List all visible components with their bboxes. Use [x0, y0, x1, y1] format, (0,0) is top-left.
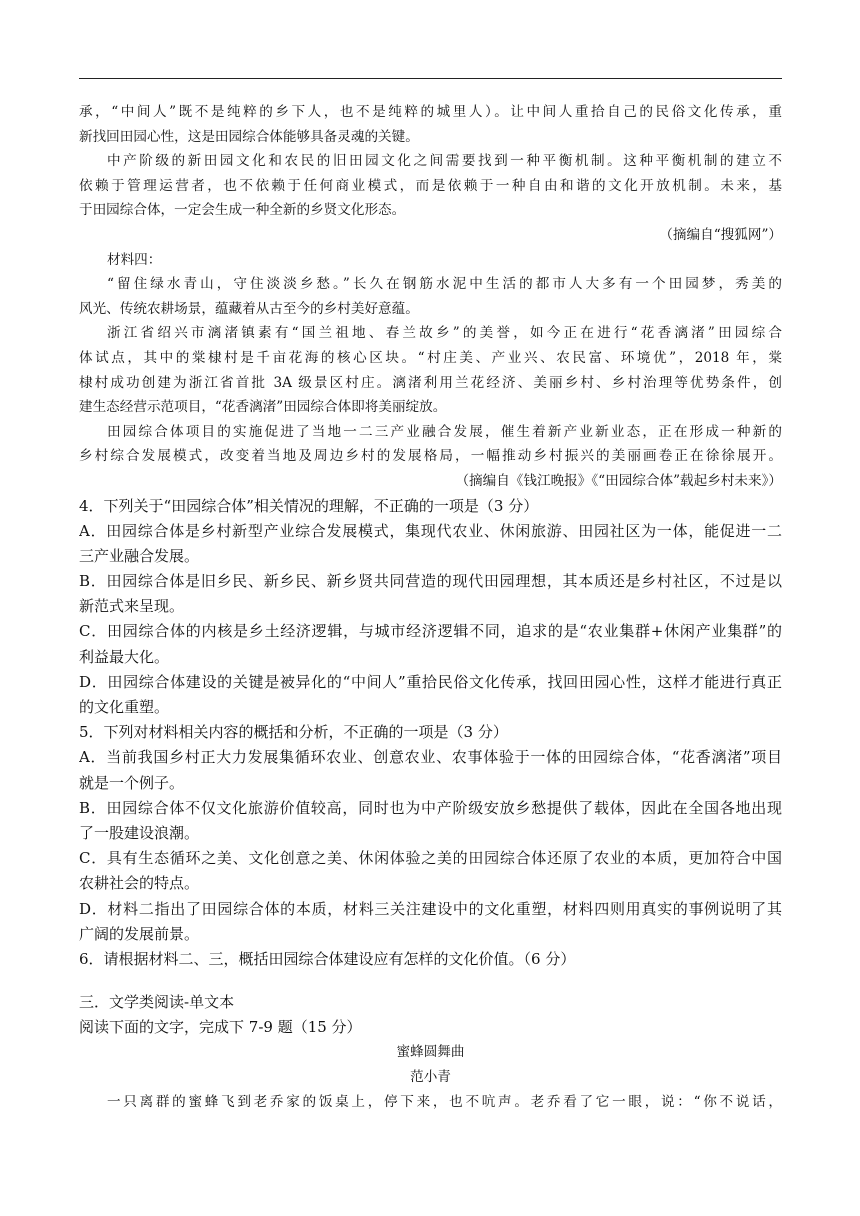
option-d: D．田园综合体建设的关键是被异化的“中间人”重拾民俗文化传承，找回田园心性，这样才能进行真正: [79, 672, 782, 691]
text-line: 田园综合体项目的实施促进了当地一二三产业融合发展，催生着新产业新业态，正在形成一种新的: [107, 423, 782, 440]
text-line: 依赖于管理运营者，也不依赖于任何商业模式，而是依赖于一种自由和谐的文化开放机制。未来，基: [79, 177, 782, 194]
text-line: 风光、传统农耕场景，蕴藏着从古至今的乡村美好意蕴。: [79, 300, 419, 317]
text-line: 乡村综合发展模式，改变着当地及周边乡村的发展格局，一幅推动乡村振兴的美丽画卷正在徐徐展开。: [79, 448, 782, 465]
option-b: B．田园综合体不仅文化旅游价值较高，同时也为中产阶级安放乡愁提供了载体，因此在全国各地出现: [79, 798, 782, 817]
option-a-cont: 三产业融合发展。: [79, 546, 200, 565]
text-line: 体试点，其中的棠棣村是千亩花海的核心区块。“村庄美、产业兴、农民富、环境优”，2018 年，棠: [79, 349, 782, 366]
text-line: 于田园综合体，一定会生成一种全新的乡贤文化形态。: [79, 202, 406, 219]
header-rule: [79, 78, 782, 79]
option-a: A．当前我国乡村正大力发展集循环农业、创意农业、农事体验于一体的田园综合体，“花香漓渚”项目: [79, 748, 782, 767]
option-c: C．具有生态循环之美、文化创意之美、休闲体验之美的田园综合体还原了农业的本质，更加符合中国: [79, 849, 782, 868]
text-line: 浙江省绍兴市漓渚镇素有“国兰祖地、春兰故乡”的美誉，如今正在进行“花香漓渚”田园综合: [107, 325, 782, 342]
question-stem: 6．请根据材料二、三，概括田园综合体建设应有怎样的文化价值。（6 分）: [79, 949, 576, 968]
section-heading: 三．文学类阅读-单文本: [79, 993, 235, 1012]
option-c-cont: 利益最大化。: [79, 647, 170, 666]
spacer: [79, 972, 782, 990]
story-author: 范小青: [410, 1069, 451, 1086]
material-label: 材料四：: [107, 251, 162, 268]
source-citation: （摘编自“搜狐网”）: [659, 226, 782, 243]
option-b-cont: 了一股建设浪潮。: [79, 823, 200, 842]
option-d: D．材料二指出了田园综合体的本质，材料三关注建设中的文化重塑，材料四则用真实的事例说明了其: [79, 899, 782, 918]
option-d-cont: 广阔的发展前景。: [79, 924, 200, 943]
text-line: 一只离群的蜜蜂飞到老乔家的饭桌上，停下来，也不吭声。老乔看了它一眼，说：“你不说话，: [107, 1093, 782, 1110]
text-line: 棣村成功创建为浙江省首批 3A 级景区村庄。漓渚利用兰花经济、美丽乡村、乡村治理等优势条件，创: [79, 374, 782, 391]
option-a-cont: 就是一个例子。: [79, 773, 185, 792]
option-b-cont: 新范式来呈现。: [79, 597, 185, 616]
story-title: 蜜蜂圆舞曲: [396, 1044, 465, 1061]
text-line: 建生态经营示范项目，“花香漓渚”田园综合体即将美丽绽放。: [79, 399, 447, 416]
text-line: 承，“中间人”既不是纯粹的乡下人，也不是纯粹的城里人）。让中间人重拾自己的民俗文化传承，重: [79, 104, 782, 120]
text-line: 新找回田园心性，这是田园综合体能够具备灵魂的关键。: [79, 128, 419, 145]
question-stem: 4．下列关于“田园综合体”相关情况的理解，不正确的一项是（3 分）: [79, 496, 539, 515]
option-a: A．田园综合体是乡村新型产业综合发展模式，集现代农业、休闲旅游、田园社区为一体，能促进一二: [79, 521, 782, 540]
section-instruction: 阅读下面的文字，完成下 7-9 题（15 分）: [79, 1018, 362, 1037]
source-citation: （摘编自《钱江晚报》《“田园综合体”载起乡村未来》）: [455, 472, 782, 489]
option-c-cont: 农耕社会的特点。: [79, 874, 200, 893]
option-b: B．田园综合体是旧乡民、新乡民、新乡贤共同营造的现代田园理想，其本质还是乡村社区，不过是以: [79, 572, 782, 591]
option-d-cont: 的文化重塑。: [79, 698, 170, 716]
exam-page: [79, 100, 782, 1114]
text-line: “留住绿水青山，守住淡淡乡愁。”长久在钢筋水泥中生活的都市人大多有一个田园梦，秀美的: [107, 276, 782, 293]
question-stem: 5．下列对材料相关内容的概括和分析，不正确的一项是（3 分）: [79, 723, 508, 742]
option-c: C．田园综合体的内核是乡土经济逻辑，与城市经济逻辑不同，追求的是“农业集群+休闲产业集群”的: [79, 622, 782, 641]
text-line: 中产阶级的新田园文化和农民的旧田园文化之间需要找到一种平衡机制。这种平衡机制的建立不: [107, 153, 782, 170]
